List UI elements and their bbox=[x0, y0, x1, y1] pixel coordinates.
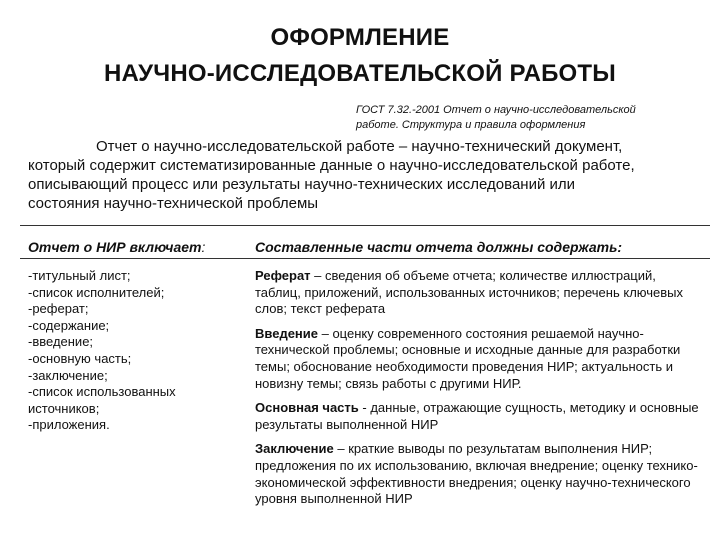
section-term: Заключение bbox=[255, 441, 334, 457]
report-contents-header-label: Отчет о НИР включает bbox=[28, 239, 202, 255]
section-term: Основная часть bbox=[255, 400, 359, 416]
section-term: Реферат bbox=[255, 268, 311, 283]
section-text: – оценку современного состояния решаемой научно-технической проблемы; основные и исходные данные для разработки темы; обоснование необходимости проведения НИР; актуальность и новизну темы; связь работы с другими НИР. bbox=[255, 325, 681, 391]
intro-line-4: состояния научно-технической проблемы bbox=[28, 195, 319, 212]
intro-line-2: который содержит систематизированные данные о научно-исследовательской работе, bbox=[28, 157, 635, 174]
section-abstract bbox=[255, 268, 705, 318]
section-text: – краткие выводы по результатам выполнения НИР; предложения по их использованию, включая внедрение; оценку технико-экономической эффективности внедрения; оценку научно-технического уровня выполненной НИР bbox=[255, 441, 698, 507]
report-contents-header bbox=[28, 238, 205, 256]
report-contents-list bbox=[28, 268, 243, 434]
title-line-2: НАУЧНО-ИССЛЕДОВАТЕЛЬСКОЙ РАБОТЫ bbox=[104, 60, 616, 87]
intro-line-3: описывающий процесс или результаты научно-технических исследований или bbox=[28, 176, 576, 193]
list-item: -список использованных источников; bbox=[28, 384, 176, 416]
list-item: -реферат; bbox=[28, 301, 89, 317]
report-contents-header-colon: : bbox=[201, 239, 206, 255]
list-item: -основную часть; bbox=[28, 350, 132, 366]
table-top-divider bbox=[20, 225, 710, 226]
section-text: - данные, отражающие сущность, методику и основные результаты выполненной НИР bbox=[255, 400, 699, 432]
list-item: -введение; bbox=[28, 334, 94, 350]
required-sections-header: Составленные части отчета должны содержать: bbox=[255, 239, 623, 255]
required-sections-list bbox=[255, 268, 705, 516]
list-item: -заключение; bbox=[28, 367, 108, 383]
list-item: -титульный лист; bbox=[28, 268, 131, 283]
list-item: -список исполнителей; bbox=[28, 284, 165, 300]
section-text: – сведения об объеме отчета; количестве иллюстраций, таблиц, приложений, использованных источников; перечень ключевых слов; текст реферата bbox=[255, 268, 683, 317]
gost-note-line-1: ГОСТ 7.32.-2001 Отчет о научно-исследовательской bbox=[356, 104, 636, 116]
section-introduction bbox=[255, 326, 705, 392]
list-item: -приложения. bbox=[28, 417, 110, 433]
section-main-part bbox=[255, 400, 705, 433]
list-item: -содержание; bbox=[28, 317, 110, 333]
intro-definition bbox=[28, 137, 712, 213]
section-conclusion bbox=[255, 441, 705, 507]
title-line-1: ОФОРМЛЕНИЕ bbox=[270, 24, 450, 51]
gost-note-line-2: работе. Структура и правила оформления bbox=[356, 119, 586, 131]
section-term: Введение bbox=[255, 325, 318, 341]
intro-line-1: Отчет о научно-исследовательской работе – научно-технический документ, bbox=[96, 138, 623, 155]
page-title bbox=[0, 20, 720, 92]
table-header-divider bbox=[20, 258, 710, 259]
gost-reference-note bbox=[356, 103, 706, 133]
